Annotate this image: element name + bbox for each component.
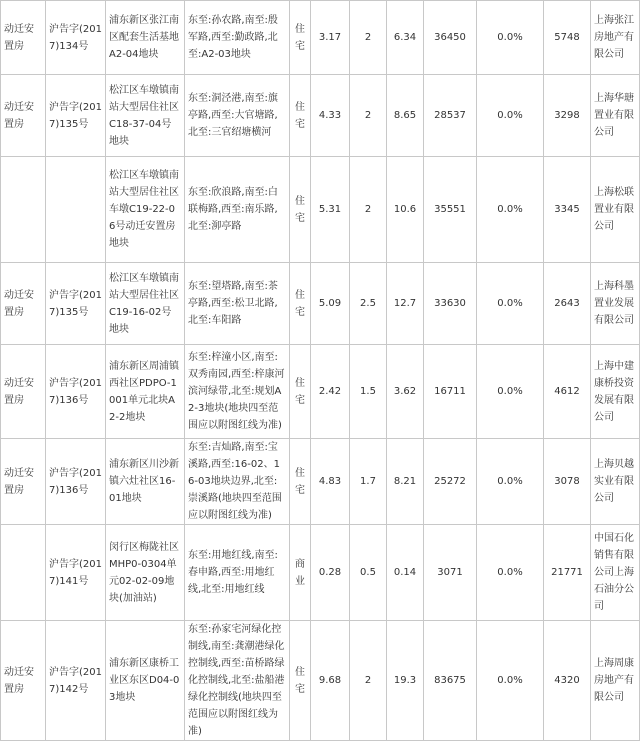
table-row bbox=[1, 439, 640, 525]
cell-winner: 上海科墨置业发展有限公司 bbox=[591, 263, 640, 345]
cell-price: 28537 bbox=[424, 75, 477, 157]
cell-building-area: 10.6 bbox=[387, 157, 424, 263]
cell-price: 36450 bbox=[424, 1, 477, 75]
cell-land-use: 住宅 bbox=[290, 439, 311, 525]
cell-building-area: 19.3 bbox=[387, 621, 424, 741]
cell-price: 25272 bbox=[424, 439, 477, 525]
cell-value: 4320 bbox=[544, 621, 591, 741]
cell-boundary: 东至:望塔路,南至:茶亭路,西至:松卫北路,北至:车阳路 bbox=[185, 263, 290, 345]
cell-premium-rate: 0.0% bbox=[477, 1, 544, 75]
cell-area: 9.68 bbox=[311, 621, 350, 741]
cell-location: 浦东新区张江南区配套生活基地A2-04地块 bbox=[106, 1, 185, 75]
cell-building-area: 3.62 bbox=[387, 345, 424, 439]
cell-notice-number: 沪告字(2017)135号 bbox=[46, 263, 106, 345]
cell-winner: 中国石化销售有限公司上海石油分公司 bbox=[591, 525, 640, 621]
cell-land-use: 住宅 bbox=[290, 75, 311, 157]
cell-land-type: 动迁安置房 bbox=[1, 439, 46, 525]
cell-premium-rate: 0.0% bbox=[477, 345, 544, 439]
cell-location: 松江区车墩镇南站大型居住社区车墩C19-22-06号动迁安置房地块 bbox=[106, 157, 185, 263]
cell-building-area: 8.21 bbox=[387, 439, 424, 525]
cell-land-use: 住宅 bbox=[290, 621, 311, 741]
table-row bbox=[1, 345, 640, 439]
cell-area: 2.42 bbox=[311, 345, 350, 439]
cell-land-type: 动迁安置房 bbox=[1, 1, 46, 75]
cell-building-area: 0.14 bbox=[387, 525, 424, 621]
cell-plot-ratio: 0.5 bbox=[350, 525, 387, 621]
cell-land-type: 动迁安置房 bbox=[1, 621, 46, 741]
cell-location: 松江区车墩镇南站大型居住社区C19-16-02号地块 bbox=[106, 263, 185, 345]
cell-location: 浦东新区周浦镇西社区PDPO-1001单元北块A2-2地块 bbox=[106, 345, 185, 439]
table-row bbox=[1, 263, 640, 345]
cell-land-use: 住宅 bbox=[290, 263, 311, 345]
cell-area: 4.83 bbox=[311, 439, 350, 525]
cell-land-type: 动迁安置房 bbox=[1, 345, 46, 439]
cell-boundary: 东至:洞泾港,南至:旗亭路,西至:大官塘路,北至:三官绍塘横河 bbox=[185, 75, 290, 157]
cell-price: 3071 bbox=[424, 525, 477, 621]
cell-plot-ratio: 2 bbox=[350, 621, 387, 741]
cell-premium-rate: 0.0% bbox=[477, 439, 544, 525]
cell-value: 21771 bbox=[544, 525, 591, 621]
cell-value: 3078 bbox=[544, 439, 591, 525]
table-row bbox=[1, 525, 640, 621]
cell-boundary: 东至:孙农路,南至:殷军路,西至:勤政路,北至:A2-03地块 bbox=[185, 1, 290, 75]
cell-land-type bbox=[1, 525, 46, 621]
cell-building-area: 6.34 bbox=[387, 1, 424, 75]
cell-land-use: 住宅 bbox=[290, 157, 311, 263]
cell-notice-number: 沪告字(2017)136号 bbox=[46, 439, 106, 525]
cell-land-type: 动迁安置房 bbox=[1, 263, 46, 345]
cell-plot-ratio: 2 bbox=[350, 75, 387, 157]
table-row bbox=[1, 621, 640, 741]
cell-area: 4.33 bbox=[311, 75, 350, 157]
table-row bbox=[1, 75, 640, 157]
cell-land-use: 住宅 bbox=[290, 345, 311, 439]
cell-location: 浦东新区康桥工业区东区D04-03地块 bbox=[106, 621, 185, 741]
cell-location: 松江区车墩镇南站大型居住社区C18-37-04号地块 bbox=[106, 75, 185, 157]
cell-notice-number bbox=[46, 157, 106, 263]
cell-land-type: 动迁安置房 bbox=[1, 75, 46, 157]
cell-plot-ratio: 1.7 bbox=[350, 439, 387, 525]
cell-premium-rate: 0.0% bbox=[477, 621, 544, 741]
cell-premium-rate: 0.0% bbox=[477, 75, 544, 157]
cell-price: 33630 bbox=[424, 263, 477, 345]
cell-price: 35551 bbox=[424, 157, 477, 263]
cell-building-area: 8.65 bbox=[387, 75, 424, 157]
cell-land-use: 商业 bbox=[290, 525, 311, 621]
cell-value: 4612 bbox=[544, 345, 591, 439]
cell-winner: 上海华瑭置业有限公司 bbox=[591, 75, 640, 157]
cell-area: 5.09 bbox=[311, 263, 350, 345]
table-row bbox=[1, 157, 640, 263]
cell-premium-rate: 0.0% bbox=[477, 157, 544, 263]
cell-winner: 上海贝越实业有限公司 bbox=[591, 439, 640, 525]
cell-boundary: 东至:欣浪路,南至:白联梅路,西至:南乐路,北至:泖亭路 bbox=[185, 157, 290, 263]
cell-location: 闵行区梅陇社区MHP0-0304单元02-02-09地块(加油站) bbox=[106, 525, 185, 621]
cell-price: 83675 bbox=[424, 621, 477, 741]
cell-plot-ratio: 2 bbox=[350, 1, 387, 75]
cell-plot-ratio: 2 bbox=[350, 157, 387, 263]
cell-notice-number: 沪告字(2017)135号 bbox=[46, 75, 106, 157]
cell-premium-rate: 0.0% bbox=[477, 263, 544, 345]
cell-area: 3.17 bbox=[311, 1, 350, 75]
cell-area: 0.28 bbox=[311, 525, 350, 621]
cell-boundary: 东至:孙家宅河绿化控制线,南至:龚潮港绿化控制线,西至:苗桥路绿化控制线,北至:盐船港绿化控制线(地块四至范围应以附图红线为准) bbox=[185, 621, 290, 741]
cell-building-area: 12.7 bbox=[387, 263, 424, 345]
cell-land-type bbox=[1, 157, 46, 263]
table-row bbox=[1, 1, 640, 75]
cell-value: 5748 bbox=[544, 1, 591, 75]
cell-notice-number: 沪告字(2017)141号 bbox=[46, 525, 106, 621]
cell-value: 3345 bbox=[544, 157, 591, 263]
cell-winner: 上海周康房地产有限公司 bbox=[591, 621, 640, 741]
cell-boundary: 东至:梓潼小区,南至:双秀南园,西至:梓康河滨河绿带,北至:规划A2-3地块(地块四至范围应以附图红线为准) bbox=[185, 345, 290, 439]
cell-boundary: 东至:吉灿路,南至:宝溪路,西至:16-02、16-03地块边界,北至:崇溪路(地块四至范围应以附图红线为准) bbox=[185, 439, 290, 525]
cell-location: 浦东新区川沙新镇六灶社区16-01地块 bbox=[106, 439, 185, 525]
cell-price: 16711 bbox=[424, 345, 477, 439]
cell-winner: 上海张江房地产有限公司 bbox=[591, 1, 640, 75]
cell-value: 3298 bbox=[544, 75, 591, 157]
cell-winner: 上海中建康桥投资发展有限公司 bbox=[591, 345, 640, 439]
cell-premium-rate: 0.0% bbox=[477, 525, 544, 621]
cell-land-use: 住宅 bbox=[290, 1, 311, 75]
cell-winner: 上海松联置业有限公司 bbox=[591, 157, 640, 263]
cell-notice-number: 沪告字(2017)136号 bbox=[46, 345, 106, 439]
cell-notice-number: 沪告字(2017)142号 bbox=[46, 621, 106, 741]
cell-plot-ratio: 2.5 bbox=[350, 263, 387, 345]
cell-boundary: 东至:用地红线,南至:春申路,西至:用地红线,北至:用地红线 bbox=[185, 525, 290, 621]
cell-plot-ratio: 1.5 bbox=[350, 345, 387, 439]
cell-area: 5.31 bbox=[311, 157, 350, 263]
cell-notice-number: 沪告字(2017)134号 bbox=[46, 1, 106, 75]
cell-value: 2643 bbox=[544, 263, 591, 345]
